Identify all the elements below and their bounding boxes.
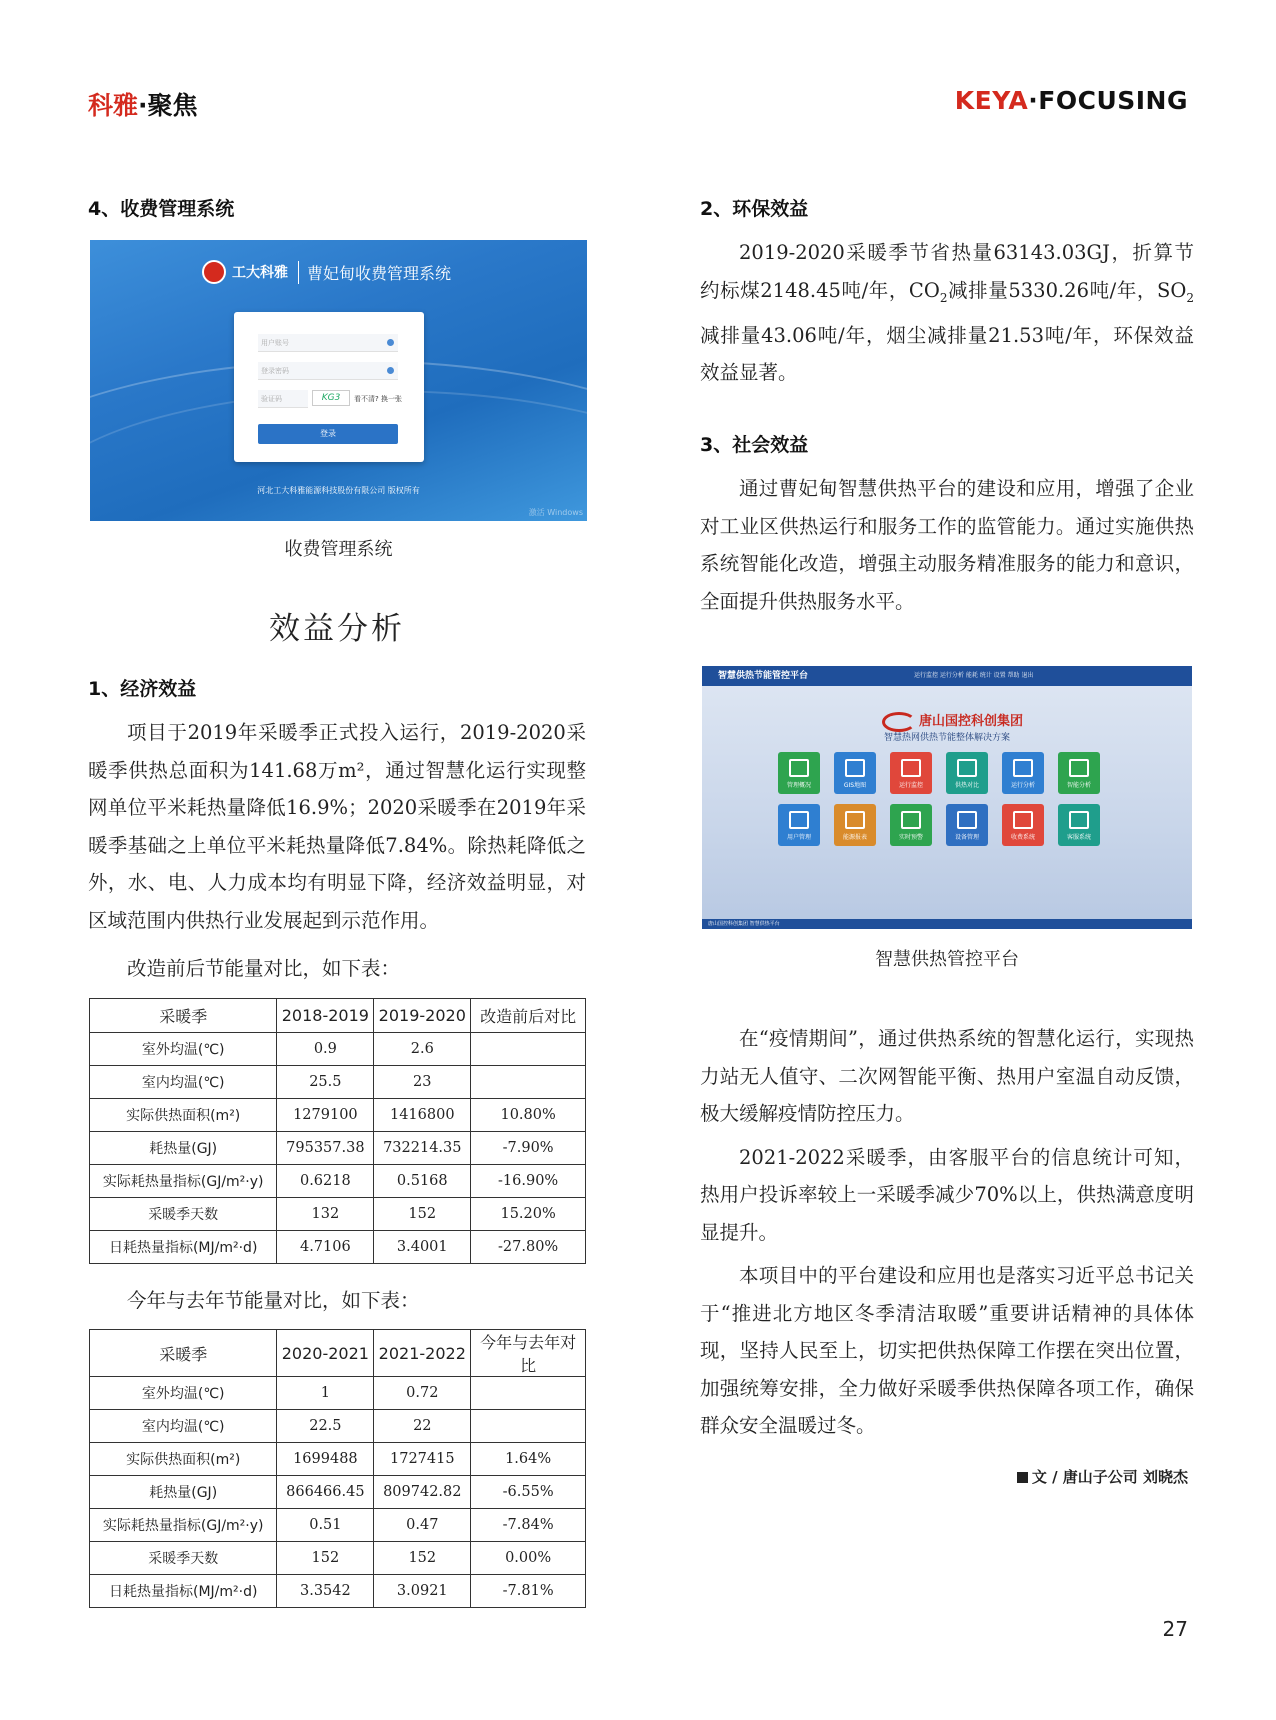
table-cell: [471, 1377, 586, 1410]
platform-tile-label: 设备管理: [954, 834, 979, 841]
login-card: [234, 312, 424, 462]
table-row: [90, 1099, 586, 1132]
table-cell: [471, 1033, 586, 1066]
benefit-title: 效益分析: [269, 611, 405, 647]
captcha-input[interactable]: 验证码: [258, 390, 308, 408]
table-row: [90, 1132, 586, 1165]
table-cell: 室内均温(℃): [90, 1410, 277, 1443]
billing-footer: 河北工大科雅能源科技股份有限公司 版权所有: [257, 486, 420, 495]
table-cell: [471, 1066, 586, 1099]
module-icon: [1013, 759, 1033, 777]
table-cell: 耗热量(GJ): [90, 1476, 277, 1509]
table-cell: 152: [277, 1542, 374, 1575]
table-cell: 0.51: [277, 1509, 374, 1542]
table-header-cell: 今年与去年对比: [471, 1330, 586, 1377]
table-cell: 室外均温(℃): [90, 1377, 277, 1410]
table-cell: 0.9: [277, 1033, 374, 1066]
platform-tile[interactable]: [778, 804, 820, 846]
closing-paragraph-3: 本项目中的平台建设和应用也是落实习近平总书记关于“推进北方地区冬季清洁取暖”重要讲话精神的具体体现，坚持人民至上，切实把供热保障工作摆在突出位置，加强统筹安排，全力做好采暖季供热保障各项工作，确保群众安全温暖过冬。: [700, 1264, 1194, 1437]
table-cell: 1699488: [277, 1443, 374, 1476]
table-cell: 809742.82: [374, 1476, 471, 1509]
module-icon: [957, 759, 977, 777]
platform-tile[interactable]: [1058, 804, 1100, 846]
table-cell: 152: [374, 1542, 471, 1575]
environmental-heading: 2、环保效益: [700, 198, 809, 220]
platform-tile-label: 用户管理: [786, 834, 811, 841]
table-header-cell: 改造前后对比: [471, 999, 586, 1033]
table-cell: 1416800: [374, 1099, 471, 1132]
module-icon: [901, 811, 921, 829]
table-cell: 732214.35: [374, 1132, 471, 1165]
table-header-cell: 2021-2022: [374, 1330, 471, 1377]
table-cell: 0.5168: [374, 1165, 471, 1198]
table-cell: 1: [277, 1377, 374, 1410]
captcha-image[interactable]: KG3: [312, 390, 350, 406]
module-icon: [845, 811, 865, 829]
table-row: [90, 1575, 586, 1608]
password-input[interactable]: 登录密码: [258, 362, 398, 380]
table-cell: 4.7106: [277, 1231, 374, 1264]
table-row: [90, 1033, 586, 1066]
table-cell: 1.64%: [471, 1443, 586, 1476]
closing-paragraph-1: 在“疫情期间”，通过供热系统的智慧化运行，实现热力站无人值守、二次网智能平衡、热用户室温自动反馈，极大缓解疫情防控压力。: [700, 1027, 1194, 1125]
login-button[interactable]: 登录: [258, 424, 398, 444]
platform-tile[interactable]: [834, 752, 876, 794]
billing-caption: 收费管理系统: [284, 539, 393, 560]
social-heading: 3、社会效益: [700, 434, 809, 456]
table2-intro: 今年与去年节能量对比，如下表：: [127, 1289, 420, 1312]
platform-menu[interactable]: 运行监控 运行分析 能耗 统计 设置 帮助 退出: [914, 672, 1034, 679]
table-cell: 1279100: [277, 1099, 374, 1132]
platform-tile[interactable]: [946, 752, 988, 794]
table-row: [90, 1443, 586, 1476]
table-cell: 实际耗热量指标(GJ/m²·y): [90, 1509, 277, 1542]
company-logo-icon: [202, 260, 226, 284]
table-cell: 室外均温(℃): [90, 1033, 277, 1066]
table-cell: 22.5: [277, 1410, 374, 1443]
table-cell: 795357.38: [277, 1132, 374, 1165]
platform-subtitle: 智慧热网供热节能整体解决方案: [883, 733, 1010, 743]
table-row: [90, 1410, 586, 1443]
group-logo-icon: [882, 712, 916, 732]
platform-tile-label: 供热对比: [954, 782, 979, 789]
table-cell: 22: [374, 1410, 471, 1443]
table-row: [90, 1066, 586, 1099]
platform-brand: 唐山国控科创集团: [882, 710, 1023, 732]
platform-tile-label: 智能分析: [1066, 782, 1091, 789]
closing-paragraphs: [700, 1020, 1194, 1445]
closing-paragraph-2: 2021-2022采暖季，由客服平台的信息统计可知，热用户投诉率较上一采暖季减少70%以上，供热满意度明显提升。: [700, 1145, 1194, 1244]
table-cell: [471, 1410, 586, 1443]
table-header-cell: 2020-2021: [277, 1330, 374, 1377]
page-number: 27: [1162, 1617, 1188, 1641]
table-cell: -7.81%: [471, 1575, 586, 1608]
billing-brand-name: 工大科雅: [232, 265, 288, 281]
table-cell: 耗热量(GJ): [90, 1132, 277, 1165]
table-row: [90, 1542, 586, 1575]
table-cell: 10.80%: [471, 1099, 586, 1132]
table-cell: -7.90%: [471, 1132, 586, 1165]
platform-tile[interactable]: [1002, 752, 1044, 794]
table-cell: 采暖季天数: [90, 1198, 277, 1231]
billing-logo: [202, 260, 451, 284]
module-icon: [901, 759, 921, 777]
module-icon: [789, 759, 809, 777]
table-cell: -16.90%: [471, 1165, 586, 1198]
table1-intro: 改造前后节能量对比，如下表：: [127, 957, 401, 980]
table-cell: 2.6: [374, 1033, 471, 1066]
platform-tile[interactable]: [1058, 752, 1100, 794]
platform-tile[interactable]: [946, 804, 988, 846]
platform-tile[interactable]: [1002, 804, 1044, 846]
billing-screenshot: [90, 240, 587, 521]
table-cell: 25.5: [277, 1066, 374, 1099]
table-header-cell: 2018-2019: [277, 999, 374, 1033]
table-row: [90, 1165, 586, 1198]
table-header-row: [90, 999, 586, 1033]
platform-title: 智慧供热节能管控平台: [718, 671, 809, 681]
energy-table-year-compare: [89, 1329, 586, 1608]
table-cell: 日耗热量指标(MJ/m²·d): [90, 1575, 277, 1608]
billing-system-name: 曹妃甸收费管理系统: [298, 261, 451, 284]
table-row: [90, 1231, 586, 1264]
table-cell: 866466.45: [277, 1476, 374, 1509]
brand-char-ke: 科: [88, 91, 114, 120]
table-cell: 日耗热量指标(MJ/m²·d): [90, 1231, 277, 1264]
table-cell: 15.20%: [471, 1198, 586, 1231]
table-cell: -6.55%: [471, 1476, 586, 1509]
brand-char-ya: 雅: [113, 91, 139, 120]
platform-screenshot: [702, 666, 1192, 929]
table-header-cell: 采暖季: [90, 1330, 277, 1377]
table-cell: -7.84%: [471, 1509, 586, 1542]
table-header-cell: 采暖季: [90, 999, 277, 1033]
table-cell: 0.72: [374, 1377, 471, 1410]
table-cell: 采暖季天数: [90, 1542, 277, 1575]
header-left-brand: [88, 86, 198, 122]
user-icon: [387, 339, 394, 346]
table-cell: 0.6218: [277, 1165, 374, 1198]
platform-tile-label: GIS地图: [843, 782, 867, 789]
platform-tile-label: 客服系统: [1066, 834, 1091, 841]
windows-watermark: 激活 Windows: [528, 508, 583, 517]
table-row: [90, 1476, 586, 1509]
module-icon: [957, 811, 977, 829]
table-cell: 室内均温(℃): [90, 1066, 277, 1099]
table-cell: 0.47: [374, 1509, 471, 1542]
module-icon: [789, 811, 809, 829]
platform-tile[interactable]: [778, 752, 820, 794]
platform-tile-label: 收费系统: [1010, 834, 1035, 841]
table-cell: 3.3542: [277, 1575, 374, 1608]
platform-tile-label: 能源报表: [842, 834, 867, 841]
economic-paragraph: 项目于2019年采暖季正式投入运行，2019-2020采暖季供热总面积为141.68万m²，通过智慧化运行实现整网单位平米耗热量降低16.9%；2020采暖季在2019年采暖季基础之上单位平米耗热量降低7.84%。除热耗降低之外，水、电、人力成本均有明显下降，经济效益明显，对区域范围内供热行业发展起到示范作用。: [88, 721, 586, 932]
table-cell: 3.0921: [374, 1575, 471, 1608]
billing-heading: 4、收费管理系统: [88, 198, 235, 220]
table-cell: 23: [374, 1066, 471, 1099]
table-row: [90, 1198, 586, 1231]
header-left-suffix: ·聚焦: [138, 91, 198, 120]
module-icon: [1069, 759, 1089, 777]
platform-tile-label: 实时预警: [898, 834, 923, 841]
captcha-refresh-link[interactable]: 看不清? 换一张: [354, 395, 402, 403]
table-cell: 1727415: [374, 1443, 471, 1476]
platform-tile-label: 管理概况: [786, 782, 811, 789]
table-cell: 实际耗热量指标(GJ/m²·y): [90, 1165, 277, 1198]
table-header-row: [90, 1330, 586, 1377]
username-input[interactable]: 用户账号: [258, 334, 398, 352]
table-row: [90, 1509, 586, 1542]
table-cell: -27.80%: [471, 1231, 586, 1264]
platform-tile[interactable]: [834, 804, 876, 846]
module-icon: [1069, 811, 1089, 829]
module-icon: [845, 759, 865, 777]
energy-table-before-after: [89, 998, 586, 1264]
platform-tile-label: 运行监控: [898, 782, 923, 789]
platform-tile[interactable]: [890, 752, 932, 794]
platform-topbar: [702, 666, 1192, 686]
social-paragraph: 通过曹妃甸智慧供热平台的建设和应用，增强了企业对工业区供热运行和服务工作的监管能力。通过实施供热系统智能化改造，增强主动服务精准服务的能力和意识，全面提升供热服务水平。: [700, 477, 1194, 613]
table-cell: 0.00%: [471, 1542, 586, 1575]
platform-tile-label: 运行分析: [1010, 782, 1035, 789]
environmental-paragraph: 2019-2020采暖季节省热量63143.03GJ，折算节约标煤2148.45吨/年，$CO_2$减排量5330.26吨/年，$SO_2$减排量43.06吨/年，烟尘减排量21.53吨/年，环保效益效益显著。: [700, 241, 1194, 385]
platform-tile[interactable]: [890, 804, 932, 846]
module-icon: [1013, 811, 1033, 829]
key-icon: [387, 367, 394, 374]
economic-heading: 1、经济效益: [88, 678, 197, 700]
table-cell: 实际供热面积(m²): [90, 1099, 277, 1132]
table-cell: 3.4001: [374, 1231, 471, 1264]
platform-statusbar: 唐山国控科创集团 智慧供热平台: [702, 919, 1192, 929]
table-cell: 152: [374, 1198, 471, 1231]
author-credit: 文 / 唐山子公司 刘晓杰: [1017, 1466, 1188, 1487]
table-header-cell: 2019-2020: [374, 999, 471, 1033]
table-cell: 132: [277, 1198, 374, 1231]
platform-caption: 智慧供热管控平台: [875, 949, 1019, 970]
header-right-suffix: ·FOCUSING: [1028, 86, 1188, 115]
table-cell: 实际供热面积(m²): [90, 1443, 277, 1476]
header-right-brand: [955, 86, 1188, 115]
square-bullet-icon: [1017, 1472, 1028, 1483]
header-right-keya: KEYA: [954, 86, 1029, 115]
table-row: [90, 1377, 586, 1410]
